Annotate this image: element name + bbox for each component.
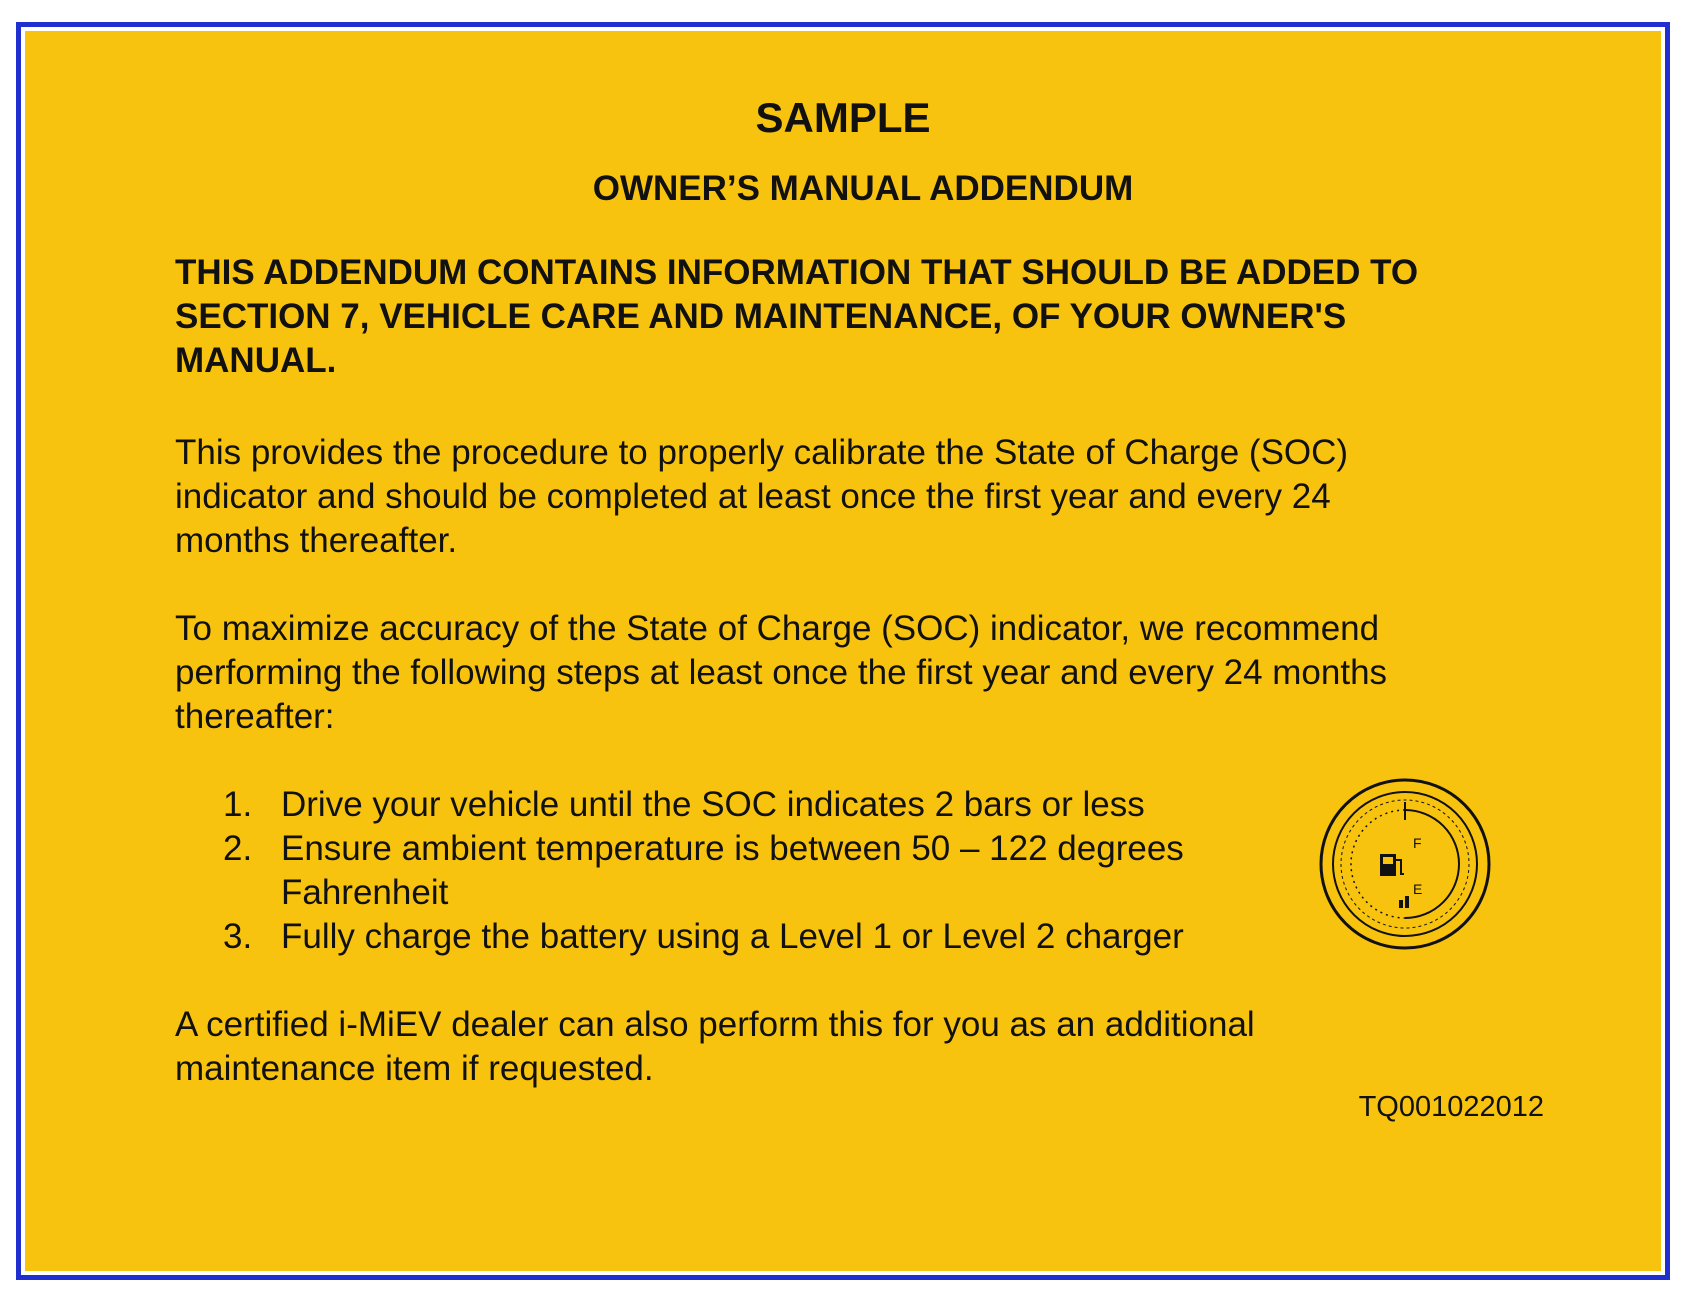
gauge-full-label: F: [1413, 835, 1422, 851]
recommendation-paragraph: To maximize accuracy of the State of Charge (SOC) indicator, we recommend performing the following steps at least once the first year and every 24 months thereafter:: [175, 609, 1388, 736]
list-item: [223, 783, 1323, 827]
document-frame: [16, 22, 1670, 1280]
soc-gauge-icon: [1317, 776, 1493, 952]
dealer-paragraph: A certified i-MiEV dealer can also perform this for you as an additional maintenance item if requested.: [175, 1005, 1255, 1088]
list-item: [223, 915, 1323, 959]
document-subtitle: OWNER’S MANUAL ADDENDUM: [592, 169, 1134, 208]
step-number: 1.: [223, 785, 253, 824]
addendum-card: [25, 31, 1661, 1271]
step-text: Ensure ambient temperature is between 50 – 122 degrees Fahrenheit: [281, 829, 1184, 912]
step-text: Fully charge the battery using a Level 1 or Level 2 charger: [281, 917, 1184, 956]
document-title: SAMPLE: [755, 94, 931, 141]
list-item: [223, 827, 1323, 915]
addendum-notice: THIS ADDENDUM CONTAINS INFORMATION THAT SHOULD BE ADDED TO SECTION 7, VEHICLE CARE AND MAINTENANCE, OF YOUR OWNER'S MANUAL.: [175, 253, 1419, 380]
step-number: 2.: [223, 829, 253, 868]
step-number: 3.: [223, 917, 253, 956]
intro-paragraph: This provides the procedure to properly calibrate the State of Charge (SOC) indicator and should be completed at least once the first year and every 24 months thereafter.: [175, 433, 1349, 560]
steps-list: [223, 783, 1323, 959]
document-code: TQ001022012: [1358, 1091, 1544, 1123]
gauge-empty-label: E: [1413, 881, 1423, 897]
step-text: Drive your vehicle until the SOC indicates 2 bars or less: [281, 785, 1145, 824]
